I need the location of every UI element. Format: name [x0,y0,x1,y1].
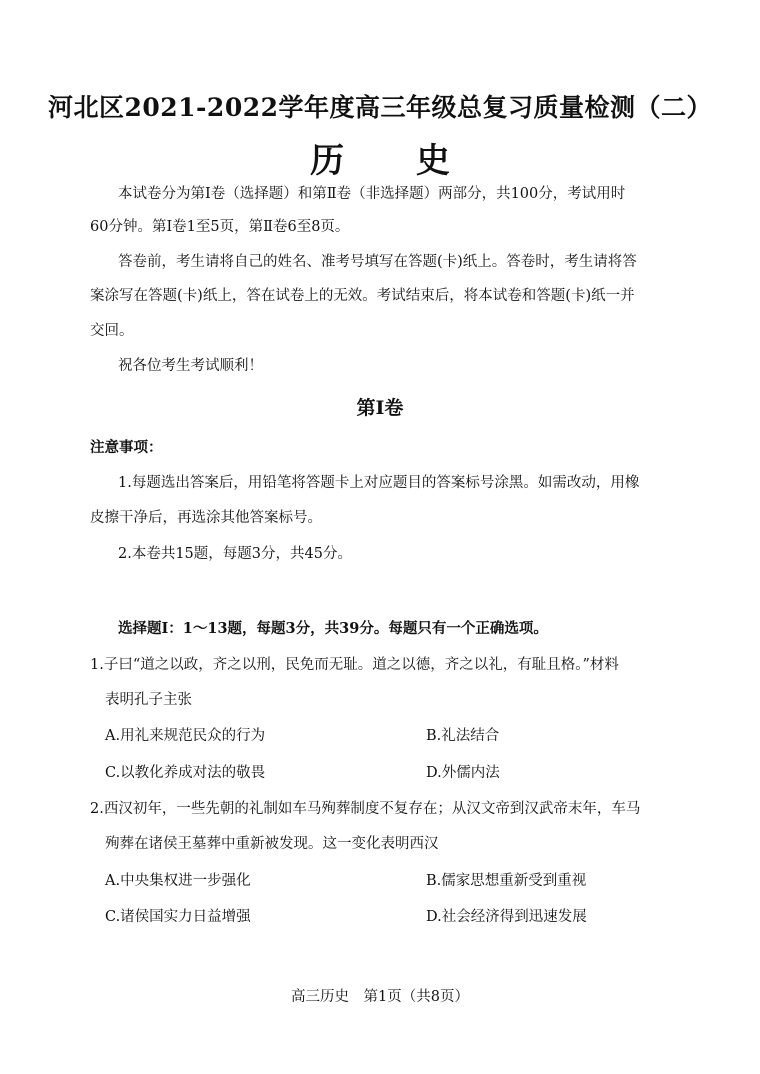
question-1-option-b: B.礼法结合 [426,728,500,744]
intro-p3: 祝各位考生考试顺利！ [118,358,263,374]
exam-title: 河北区2021-2022学年度高三年级总复习质量检测（二） [47,93,713,122]
intro-p2-line1: 答卷前，考生请将自己的姓名、准考号填写在答题(卡)纸上。答卷时，考生请将答 [118,254,637,270]
intro-p1-line1: 本试卷分为第Ⅰ卷（选择题）和第Ⅱ卷（非选择题）两部分，共100分，考试用时 [118,186,626,202]
question-2-stem-line2: 殉葬在诸侯王墓葬中重新被发现。这一变化表明西汉 [105,836,439,852]
notice-label: 注意事项： [90,439,163,456]
notice-1-line1: 1.每题选出答案后，用铅笔将答题卡上对应题目的答案标号涂黑。如需改动，用橡 [118,475,640,491]
intro-p2-line3: 交回。 [90,323,134,339]
subject-title: 历 史 [310,141,480,181]
question-2-stem-line1: 2.西汉初年，一些先朝的礼制如车马殉葬制度不复存在；从汉文帝到汉武帝末年，车马 [90,801,641,817]
question-2-option-c: C.诸侯国实力日益增强 [105,909,251,925]
question-2-option-a: A.中央集权进一步强化 [105,873,251,889]
notice-2: 2.本卷共15题，每题3分，共45分。 [118,546,352,562]
section-title: 第Ⅰ卷 [356,397,404,419]
intro-p1-line2: 60分钟。第Ⅰ卷1至5页，第Ⅱ卷6至8页。 [90,219,350,235]
question-1-option-a: A.用礼来规范民众的行为 [105,728,266,744]
question-1-stem-line2: 表明孔子主张 [105,692,192,708]
notice-1-line2: 皮擦干净后，再选涂其他答案标号。 [90,510,322,526]
page-footer: 高三历史 第1页（共8页） [291,989,469,1005]
choice-header: 选择题Ⅰ：1～13题，每题3分，共39分。每题只有一个正确选项。 [118,620,548,637]
question-1-stem-line1: 1.子曰“道之以政，齐之以刑，民免而无耻。道之以德，齐之以礼，有耻且格。”材料 [90,657,619,673]
question-1-option-c: C.以教化养成对法的敬畏 [105,765,266,781]
intro-p2-line2: 案涂写在答题(卡)纸上，答在试卷上的无效。考试结束后，将本试卷和答题(卡)纸一并 [90,288,635,304]
question-2-option-b: B.儒家思想重新受到重视 [426,873,587,889]
question-2-option-d: D.社会经济得到迅速发展 [426,909,587,925]
question-1-option-d: D.外儒内法 [426,765,500,781]
